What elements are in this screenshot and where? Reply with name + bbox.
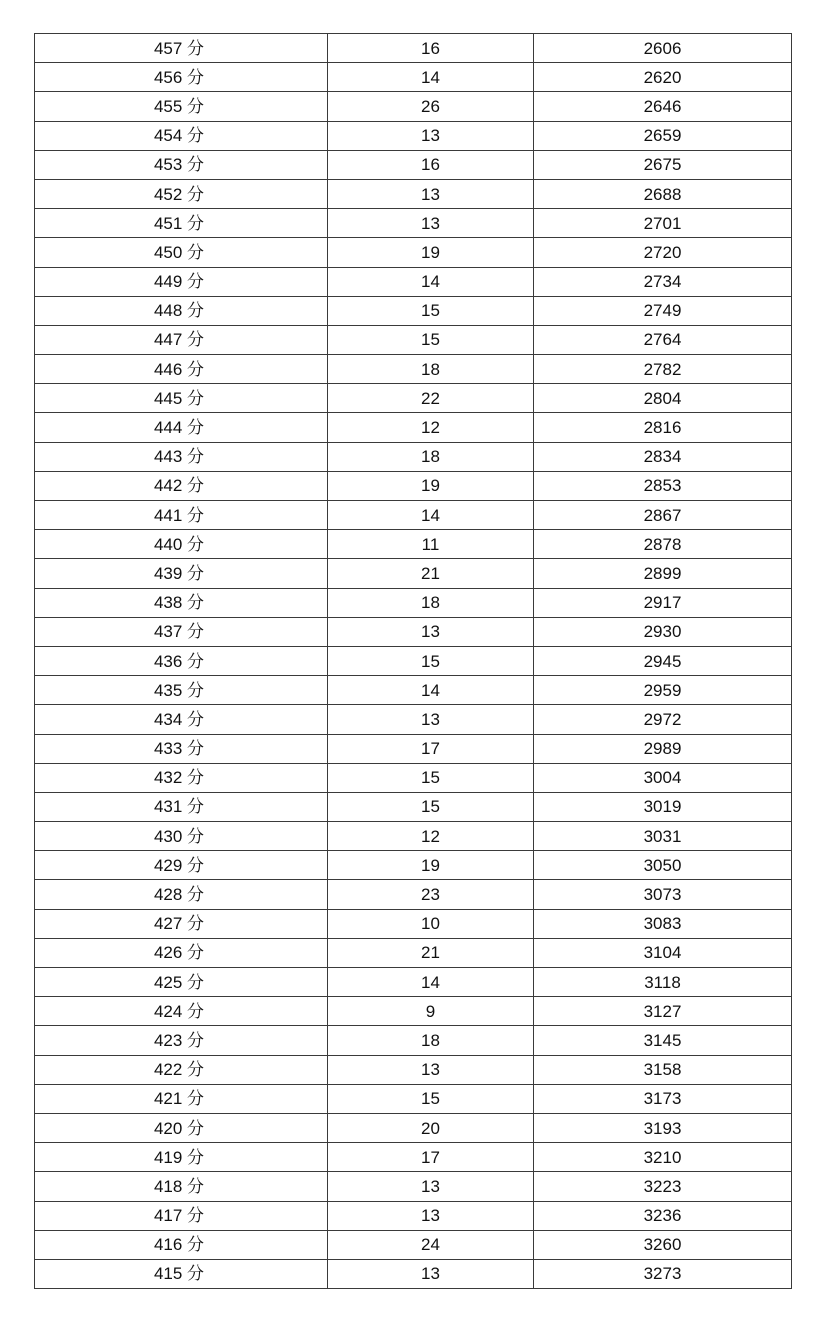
score-cell: 456 分 — [35, 63, 328, 92]
cumulative-cell: 2878 — [534, 530, 792, 559]
count-cell: 23 — [328, 880, 534, 909]
cumulative-cell: 3158 — [534, 1055, 792, 1084]
cumulative-cell: 3019 — [534, 792, 792, 821]
table-row — [35, 442, 792, 471]
score-cell: 431 分 — [35, 792, 328, 821]
count-cell: 12 — [328, 822, 534, 851]
table-row — [35, 384, 792, 413]
score-cell: 418 分 — [35, 1172, 328, 1201]
count-cell: 13 — [328, 121, 534, 150]
cumulative-cell: 2853 — [534, 471, 792, 500]
cumulative-cell: 2834 — [534, 442, 792, 471]
table-row — [35, 559, 792, 588]
count-cell: 13 — [328, 1201, 534, 1230]
table-row — [35, 1113, 792, 1142]
count-cell: 11 — [328, 530, 534, 559]
cumulative-cell: 3173 — [534, 1084, 792, 1113]
table-row — [35, 1055, 792, 1084]
score-cell: 448 分 — [35, 296, 328, 325]
table-row — [35, 267, 792, 296]
table-row — [35, 1084, 792, 1113]
cumulative-cell: 3031 — [534, 822, 792, 851]
cumulative-cell: 2764 — [534, 325, 792, 354]
count-cell: 18 — [328, 355, 534, 384]
count-cell: 15 — [328, 763, 534, 792]
cumulative-cell: 3127 — [534, 997, 792, 1026]
table-row — [35, 1172, 792, 1201]
cumulative-cell: 3210 — [534, 1143, 792, 1172]
score-cell: 425 分 — [35, 968, 328, 997]
cumulative-cell: 3260 — [534, 1230, 792, 1259]
count-cell: 19 — [328, 238, 534, 267]
count-cell: 14 — [328, 676, 534, 705]
count-cell: 26 — [328, 92, 534, 121]
table-row — [35, 617, 792, 646]
cumulative-cell: 3145 — [534, 1026, 792, 1055]
table-row — [35, 92, 792, 121]
count-cell: 13 — [328, 705, 534, 734]
table-row — [35, 325, 792, 354]
score-cell: 449 分 — [35, 267, 328, 296]
score-cell: 423 分 — [35, 1026, 328, 1055]
score-cell: 422 分 — [35, 1055, 328, 1084]
table-row — [35, 822, 792, 851]
table-row — [35, 296, 792, 325]
table-row — [35, 1230, 792, 1259]
cumulative-cell: 2701 — [534, 209, 792, 238]
count-cell: 17 — [328, 1143, 534, 1172]
table-row — [35, 530, 792, 559]
count-cell: 9 — [328, 997, 534, 1026]
table-row — [35, 238, 792, 267]
table-row — [35, 588, 792, 617]
cumulative-cell: 2620 — [534, 63, 792, 92]
count-cell: 13 — [328, 209, 534, 238]
cumulative-cell: 2972 — [534, 705, 792, 734]
score-cell: 447 分 — [35, 325, 328, 354]
score-cell: 417 分 — [35, 1201, 328, 1230]
table-row — [35, 1143, 792, 1172]
score-cell: 452 分 — [35, 179, 328, 208]
cumulative-cell: 2917 — [534, 588, 792, 617]
count-cell: 12 — [328, 413, 534, 442]
table-row — [35, 792, 792, 821]
count-cell: 13 — [328, 1172, 534, 1201]
count-cell: 21 — [328, 938, 534, 967]
count-cell: 15 — [328, 296, 534, 325]
count-cell: 16 — [328, 150, 534, 179]
table-row — [35, 646, 792, 675]
score-cell: 441 分 — [35, 501, 328, 530]
cumulative-cell: 2899 — [534, 559, 792, 588]
count-cell: 14 — [328, 63, 534, 92]
score-cell: 438 分 — [35, 588, 328, 617]
table-row — [35, 1201, 792, 1230]
table-row — [35, 997, 792, 1026]
count-cell: 21 — [328, 559, 534, 588]
cumulative-cell: 3236 — [534, 1201, 792, 1230]
count-cell: 24 — [328, 1230, 534, 1259]
score-cell: 432 分 — [35, 763, 328, 792]
count-cell: 19 — [328, 471, 534, 500]
score-cell: 451 分 — [35, 209, 328, 238]
score-cell: 454 分 — [35, 121, 328, 150]
cumulative-cell: 3118 — [534, 968, 792, 997]
score-cell: 421 分 — [35, 1084, 328, 1113]
table-row — [35, 355, 792, 384]
score-distribution-table — [34, 33, 792, 1289]
count-cell: 16 — [328, 34, 534, 63]
score-cell: 429 分 — [35, 851, 328, 880]
score-cell: 437 分 — [35, 617, 328, 646]
score-cell: 434 分 — [35, 705, 328, 734]
score-cell: 419 分 — [35, 1143, 328, 1172]
cumulative-cell: 2720 — [534, 238, 792, 267]
table-row — [35, 34, 792, 63]
cumulative-cell: 3073 — [534, 880, 792, 909]
score-cell: 426 分 — [35, 938, 328, 967]
score-cell: 430 分 — [35, 822, 328, 851]
count-cell: 13 — [328, 1259, 534, 1288]
cumulative-cell: 3273 — [534, 1259, 792, 1288]
score-cell: 442 分 — [35, 471, 328, 500]
cumulative-cell: 3223 — [534, 1172, 792, 1201]
table-row — [35, 938, 792, 967]
table-row — [35, 676, 792, 705]
count-cell: 19 — [328, 851, 534, 880]
cumulative-cell: 2930 — [534, 617, 792, 646]
count-cell: 14 — [328, 968, 534, 997]
table-row — [35, 705, 792, 734]
score-cell: 436 分 — [35, 646, 328, 675]
score-cell: 439 分 — [35, 559, 328, 588]
cumulative-cell: 2804 — [534, 384, 792, 413]
cumulative-cell: 2782 — [534, 355, 792, 384]
count-cell: 14 — [328, 267, 534, 296]
table-row — [35, 501, 792, 530]
count-cell: 22 — [328, 384, 534, 413]
cumulative-cell: 3083 — [534, 909, 792, 938]
table-row — [35, 851, 792, 880]
table-row — [35, 150, 792, 179]
table-row — [35, 763, 792, 792]
table-row — [35, 968, 792, 997]
table-row — [35, 880, 792, 909]
score-cell: 424 分 — [35, 997, 328, 1026]
table-row — [35, 209, 792, 238]
table-row — [35, 1026, 792, 1055]
cumulative-cell: 2646 — [534, 92, 792, 121]
score-cell: 420 分 — [35, 1113, 328, 1142]
count-cell: 15 — [328, 325, 534, 354]
score-cell: 416 分 — [35, 1230, 328, 1259]
count-cell: 13 — [328, 179, 534, 208]
table-row — [35, 471, 792, 500]
score-cell: 444 分 — [35, 413, 328, 442]
count-cell: 18 — [328, 588, 534, 617]
score-cell: 428 分 — [35, 880, 328, 909]
count-cell: 15 — [328, 1084, 534, 1113]
cumulative-cell: 2734 — [534, 267, 792, 296]
cumulative-cell: 2659 — [534, 121, 792, 150]
cumulative-cell: 2867 — [534, 501, 792, 530]
score-cell: 435 分 — [35, 676, 328, 705]
score-cell: 450 分 — [35, 238, 328, 267]
count-cell: 20 — [328, 1113, 534, 1142]
cumulative-cell: 2688 — [534, 179, 792, 208]
cumulative-cell: 3193 — [534, 1113, 792, 1142]
cumulative-cell: 2675 — [534, 150, 792, 179]
cumulative-cell: 3004 — [534, 763, 792, 792]
score-cell: 440 分 — [35, 530, 328, 559]
count-cell: 18 — [328, 442, 534, 471]
count-cell: 13 — [328, 617, 534, 646]
table-row — [35, 63, 792, 92]
table-row — [35, 413, 792, 442]
table-row — [35, 1259, 792, 1288]
count-cell: 15 — [328, 646, 534, 675]
score-cell: 457 分 — [35, 34, 328, 63]
score-cell: 446 分 — [35, 355, 328, 384]
cumulative-cell: 2606 — [534, 34, 792, 63]
table-row — [35, 179, 792, 208]
count-cell: 10 — [328, 909, 534, 938]
score-cell: 415 分 — [35, 1259, 328, 1288]
cumulative-cell: 2749 — [534, 296, 792, 325]
count-cell: 15 — [328, 792, 534, 821]
count-cell: 13 — [328, 1055, 534, 1084]
score-cell: 433 分 — [35, 734, 328, 763]
cumulative-cell: 2945 — [534, 646, 792, 675]
score-cell: 445 分 — [35, 384, 328, 413]
cumulative-cell: 2959 — [534, 676, 792, 705]
cumulative-cell: 3104 — [534, 938, 792, 967]
count-cell: 14 — [328, 501, 534, 530]
score-cell: 453 分 — [35, 150, 328, 179]
score-cell: 427 分 — [35, 909, 328, 938]
table-row — [35, 734, 792, 763]
table-row — [35, 121, 792, 150]
cumulative-cell: 3050 — [534, 851, 792, 880]
cumulative-cell: 2816 — [534, 413, 792, 442]
table-row — [35, 909, 792, 938]
count-cell: 18 — [328, 1026, 534, 1055]
score-cell: 443 分 — [35, 442, 328, 471]
table-body — [35, 34, 792, 1289]
score-cell: 455 分 — [35, 92, 328, 121]
count-cell: 17 — [328, 734, 534, 763]
cumulative-cell: 2989 — [534, 734, 792, 763]
